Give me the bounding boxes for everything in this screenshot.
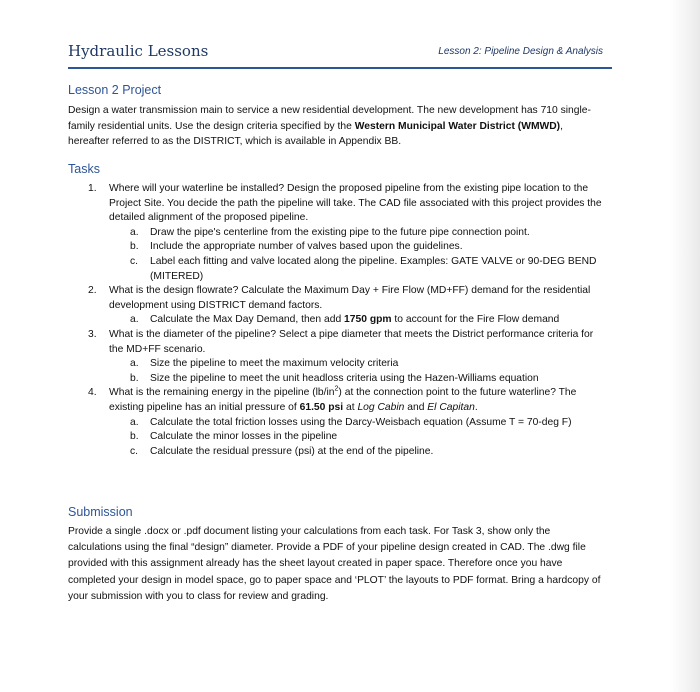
- task-4-sub-c: [68, 445, 608, 460]
- task-1-number: 1.: [88, 183, 97, 194]
- sub-text: Size the pipeline to meet the unit headloss criteria using the Hazen-Williams equation: [150, 372, 539, 384]
- sub-letter: a.: [130, 226, 139, 238]
- task-1-sub-c: [68, 255, 608, 284]
- task-1-sub-a: [68, 226, 608, 241]
- sub-letter: b.: [130, 372, 139, 384]
- task-list: [68, 182, 608, 459]
- project-text-bold: Western Municipal Water District (WMWD): [354, 120, 561, 132]
- sub-text: to account for the Fire Flow demand: [391, 314, 560, 326]
- task-2-number: 2.: [88, 285, 97, 297]
- header-subtitle: Lesson 2: Pipeline Design & Analysis: [438, 46, 603, 57]
- task-4-pressure: 61.50 psi: [299, 401, 344, 413]
- project-text-1: Design a water transmission main to service a new residential development. The new development has 710 single-family residential units. Use the design criteria specified by the: [68, 105, 591, 132]
- project-heading: Lesson 2 Project: [68, 83, 162, 97]
- sub-letter: b.: [130, 431, 139, 443]
- superscript: 2: [334, 385, 339, 393]
- sub-text: Calculate the minor losses in the pipeline: [150, 431, 338, 443]
- sub-letter: b.: [130, 241, 139, 253]
- sub-letter: a.: [130, 358, 139, 370]
- task-4-location-1: Log Cabin: [357, 401, 405, 413]
- header-title: Hydraulic Lessons: [68, 42, 209, 60]
- task-4-text: ) at the connection point to the future waterline? The existing pipeline has an initial pressure of: [109, 387, 577, 413]
- sub-text: Label each fitting and valve located along the pipeline. Examples: GATE VALVE or 90-DEG BEND (MITERED): [150, 255, 597, 282]
- sub-text: Draw the pipe's centerline from the existing pipe to the future pipe connection point.: [150, 226, 530, 238]
- submission-text: Provide a single .docx or .pdf document listing your calculations from each task. For Task 3, show only the calculations using the final “design” diameter. Provide a PDF of your pipeline design created in CAD. The .dwg file provided with this assignment already has the sheet layout created in paper space. Therefore once you have completed your design in model space, go to paper space and ‘PLOT’ the layouts to PDF format. Bring a hardcopy of your submission with you to class for review and grading.: [68, 526, 601, 602]
- header-divider: [68, 67, 612, 69]
- task-1-sub-b: [68, 240, 608, 255]
- sub-letter: c.: [130, 255, 139, 267]
- task-3-number: 3.: [88, 328, 97, 340]
- task-1: [68, 182, 608, 226]
- task-2-text: What is the design flowrate? Calculate the Maximum Day + Fire Flow (MD+FF) demand for the residential development using DISTRICT demand factors.: [109, 285, 591, 311]
- sub-text: Calculate the residual pressure (psi) at the end of the pipeline.: [150, 445, 434, 457]
- task-4: [68, 386, 608, 415]
- sub-letter: c.: [130, 445, 139, 457]
- project-description: [68, 103, 603, 150]
- sub-letter: a.: [130, 416, 139, 428]
- task-2-sub-a: [68, 313, 608, 328]
- project-text-2: , hereafter referred to as the DISTRICT, which is available in Appendix BB.: [68, 120, 563, 147]
- sub-text: Size the pipeline to meet the maximum velocity criteria: [150, 358, 399, 370]
- task-3-sub-a: [68, 357, 608, 372]
- sub-letter: a.: [130, 314, 139, 326]
- task-4-text: .: [474, 401, 478, 413]
- task-1-text: Where will your waterline be installed? Design the proposed pipeline from the existing pipe location to the Project Site. You decide the path the pipeline will take. The CAD file associated with this project provides the detailed alignment of the proposed pipeline.: [109, 183, 602, 224]
- task-3: [68, 328, 608, 357]
- task-4-text: and: [404, 401, 428, 413]
- page-edge-shadow: [670, 0, 700, 692]
- task-4-sub-a: [68, 416, 608, 431]
- task-3-text: What is the diameter of the pipeline? Select a pipe diameter that meets the District performance criteria for the MD+FF scenario.: [109, 328, 594, 355]
- tasks-heading: Tasks: [68, 162, 100, 176]
- task-4-text: at: [343, 401, 358, 413]
- sub-text: Calculate the total friction losses using the Darcy-Weisbach equation (Assume T = 70-deg F): [150, 416, 572, 428]
- submission-heading: Submission: [68, 505, 133, 519]
- task-4-text: What is the remaining energy in the pipeline (lb/in: [109, 387, 335, 399]
- task-4-location-2: El Capitan: [427, 401, 475, 413]
- task-4-number: 4.: [88, 387, 97, 399]
- task-4-sub-b: [68, 430, 608, 445]
- task-2: [68, 284, 608, 313]
- sub-text-bold: 1750 gpm: [344, 314, 392, 326]
- sub-text: Calculate the Max Day Demand, then add: [150, 314, 345, 326]
- sub-text: Include the appropriate number of valves based upon the guidelines.: [150, 241, 463, 253]
- task-3-sub-b: [68, 372, 608, 387]
